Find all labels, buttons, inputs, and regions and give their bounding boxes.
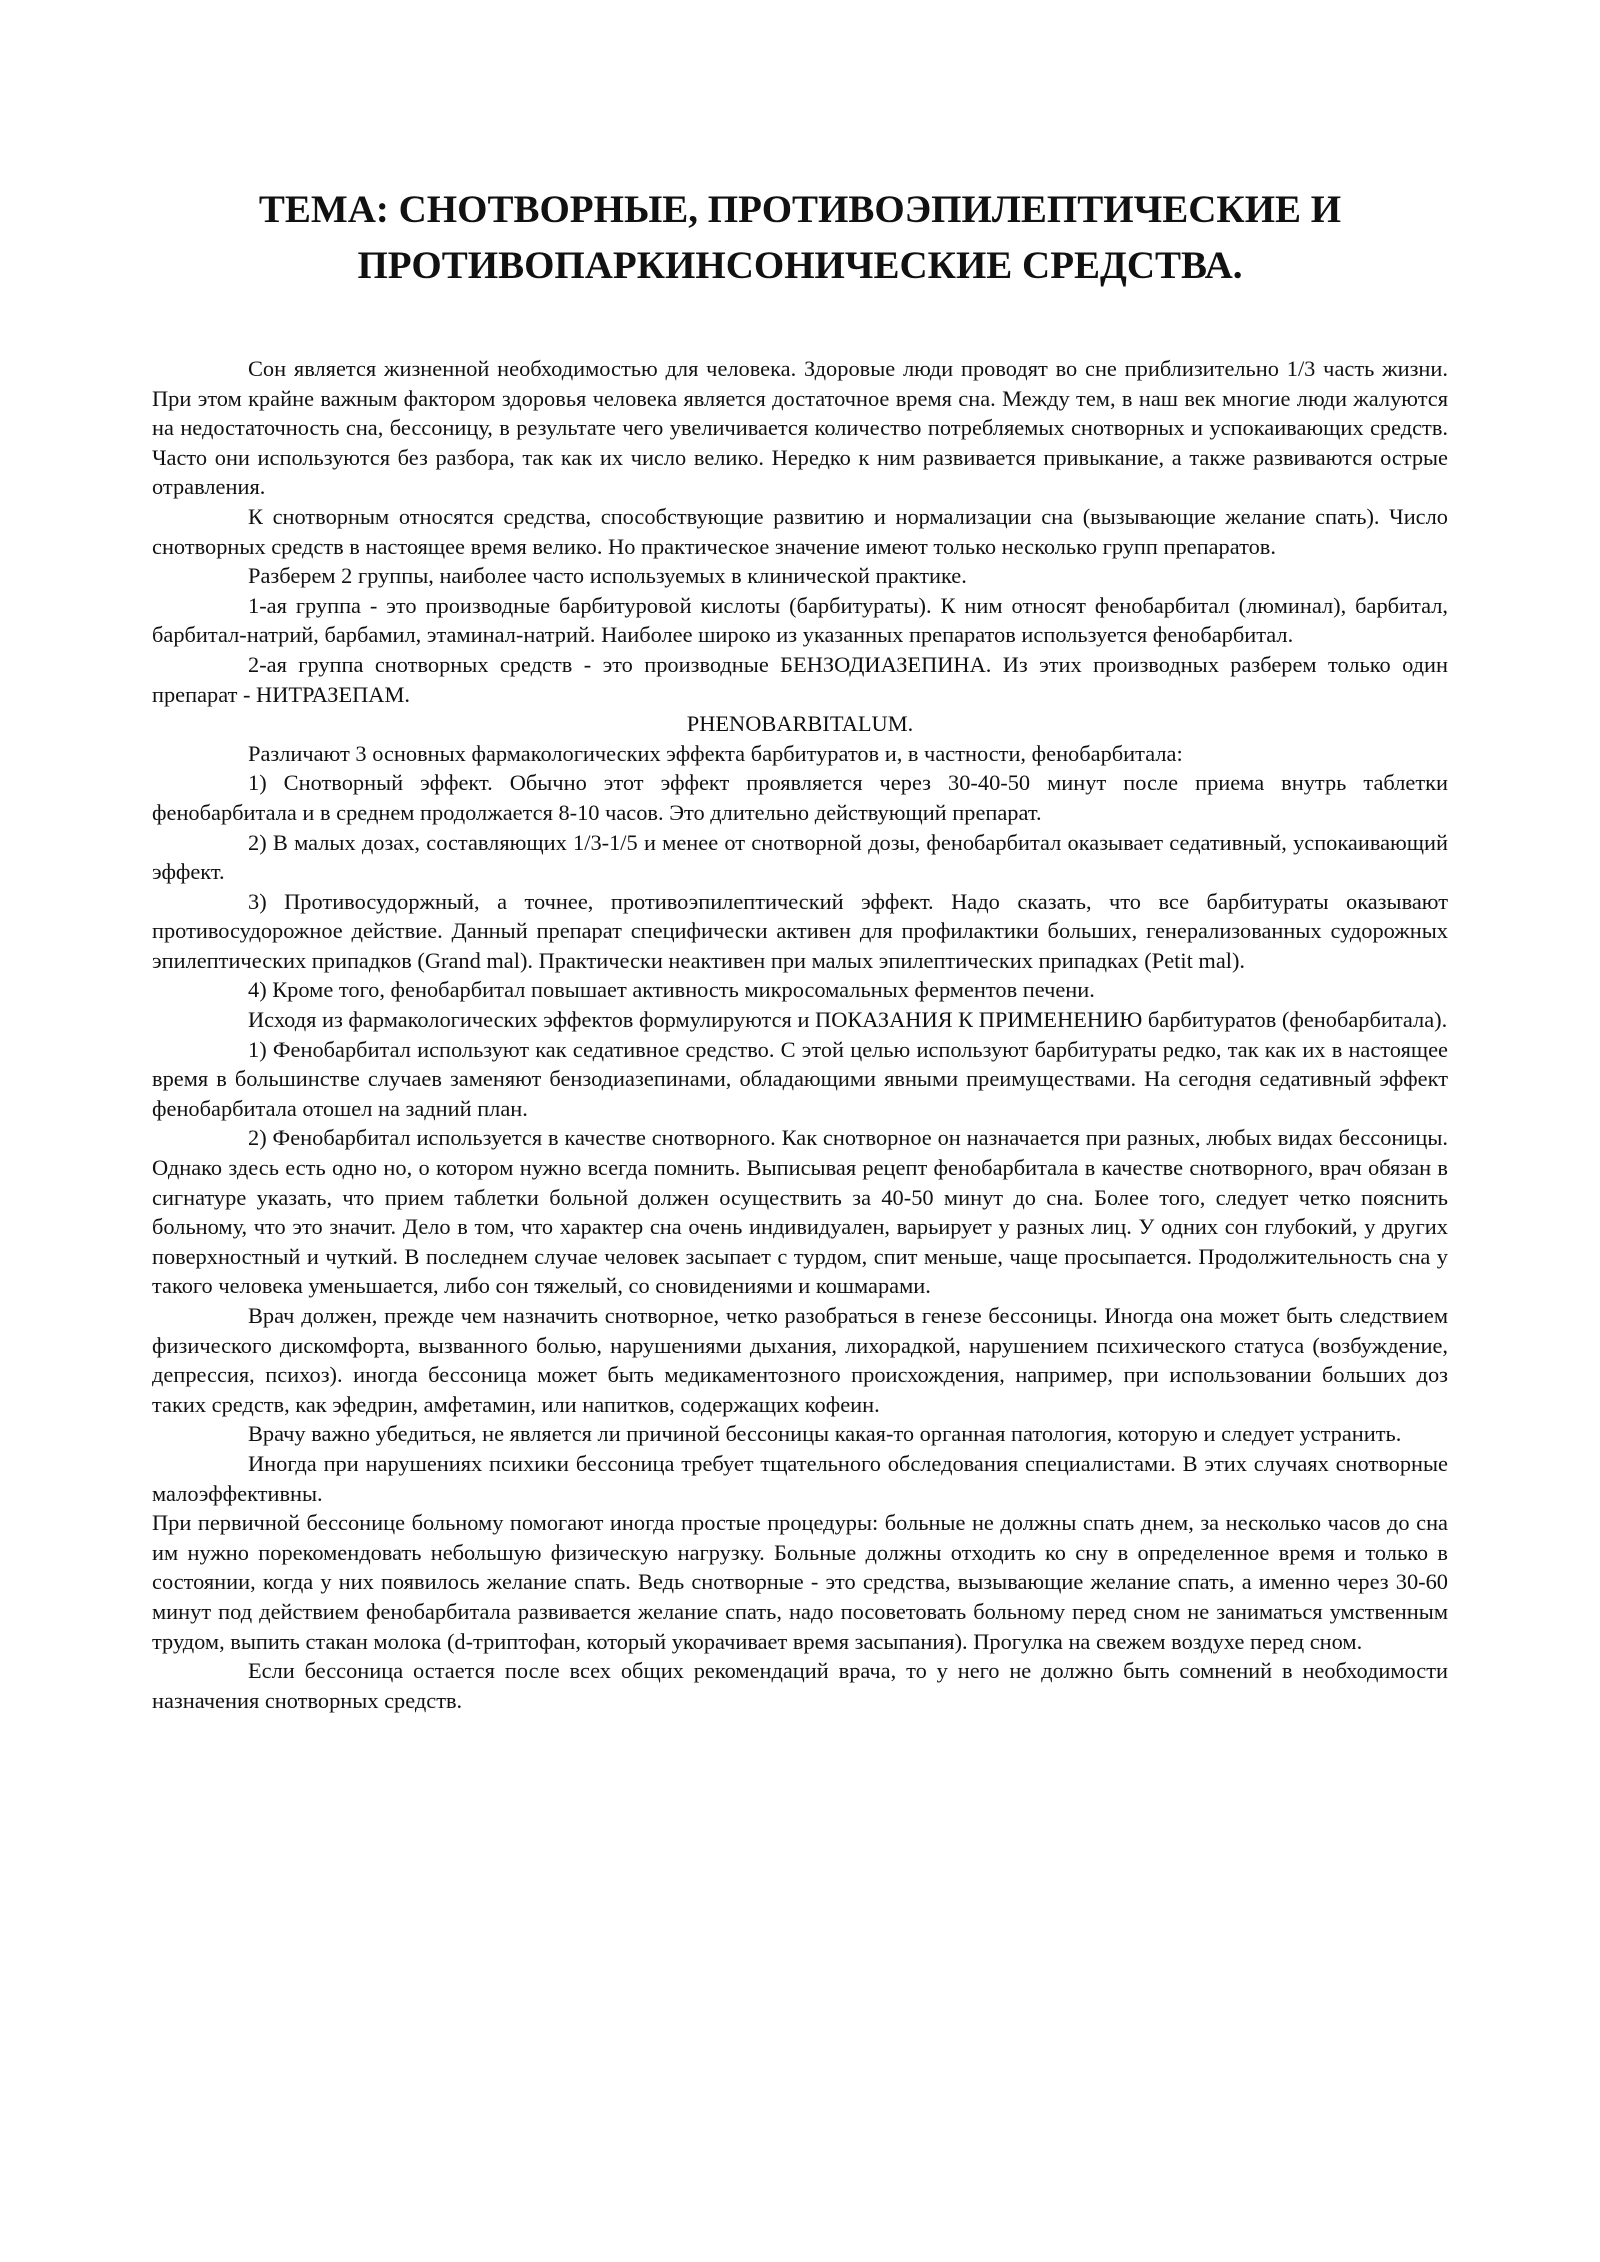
paragraph-effect-3-anticonvulsant: 3) Противосудоржный, а точнее, противоэпилептический эффект. Надо сказать, что все барбитураты оказывают противосудорожное действие. Данный препарат специфически активен для профилактики больших, генерализованных судорожных эпилептических припадков (Grand mal). Практически неактивен при малых эпилептических припадках (Petit mal).: [152, 888, 1448, 973]
paragraph-primary-insomnia: При первичной бессонице больному помогают иногда простые процедуры: больные не должны спать днем, за несколько часов до сна им нужно порекомендовать небольшую физическую нагрузку. Больные должны отходить ко сну в определенное время и только в состоянии, когда у них появилось желание спать. Ведь снотворные - это средства, вызывающие желание спать, а именно через 30-60 минут под действием фенобарбитала развивается желание спать, надо посоветовать больному перед сном не заниматься умственным трудом, выпить стакан молока (d-триптофан, который укорачивает время засыпания). Прогулка на свежем воздухе перед сном.: [152, 1510, 1448, 1654]
document-body: [152, 354, 1448, 1715]
paragraph-insomnia-genesis: Врач должен, прежде чем назначить снотворное, четко разобраться в генезе бессоницы. Иногда она может быть следствием физического дискомфорта, вызванного болью, нарушениями дыхания, лихорадкой, нарушением психического статуса (возбуждение, депрессия, психоз). иногда бессоница может быть медикаментозного происхождения, например, при использовании больших доз таких средств, как эфедрин, амфетамин, или напитков, содержащих кофеин.: [152, 1303, 1448, 1417]
paragraph-group-1-barbiturates: 1-ая группа - это производные барбитуровой кислоты (барбитураты). К ним относят фенобарбитал (люминал), барбитал, барбитал-натрий, барбамил, этаминал-натрий. Наиболее широко из указанных препаратов используется фенобарбитал.: [152, 592, 1448, 648]
paragraph-organ-pathology: Врачу важно убедиться, не является ли причиной бессоницы какая-то органная патология, которую и следует устранить.: [248, 1421, 1402, 1447]
document-title-line-1: ТЕМА: СНОТВОРНЫЕ, ПРОТИВОЭПИЛЕПТИЧЕСКИЕ И: [258, 188, 1342, 231]
paragraph-indication-2-hypnotic: 2) Фенобарбитал используется в качестве снотворного. Как снотворное он назначается при разных, любых видах бессоницы. Однако здесь есть одно но, о котором нужно всегда помнить. Выписывая рецепт фенобарбитала в качестве снотворного, врач обязан в сигнатуре указать, что прием таблетки больной должен осуществить за 40-50 минут до сна. Более того, следует четко пояснить больному, что это значит. Дело в том, что характер сна очень индивидуален, варьирует у разных лиц. У одних сон глубокий, у других поверхностный и чуткий. В последнем случае человек засыпает с турдом, спит меньше, чаще просыпается. Продолжительность сна у такого человека уменьшается, либо сон тяжелый, со сновидениями и кошмарами.: [152, 1125, 1448, 1299]
paragraph-two-groups: Разберем 2 группы, наиболее часто используемых в клинической практике.: [248, 563, 967, 589]
paragraph-conclusion: Если бессоница остается после всех общих рекомендаций врача, то у него не должно быть сомнений в необходимости назначения снотворных средств.: [152, 1658, 1448, 1713]
document-title: [152, 182, 1448, 294]
paragraph-three-effects: Различают 3 основных фармакологических эффекта барбитуратов и, в частности, фенобарбитала:: [248, 740, 1183, 766]
paragraph-indication-1-sedative: 1) Фенобарбитал используют как седативное средство. С этой целью используют барбитураты редко, так как их в настоящее время в большинстве случаев заменяют бензодиазепинами, обладающими явными преимуществами. На сегодня седативный эффект фенобарбитала отошел на задний план.: [152, 1036, 1448, 1121]
paragraph-sleep-intro: Сон является жизненной необходимостью для человека. Здоровые люди проводят во сне приблизительно 1/3 часть жизни. При этом крайне важным фактором здоровья человека является достаточное время сна. Между тем, в наш век многие люди жалуются на недостаточность сна, бессоницу, в результате чего увеличивается количество потребляемых снотворных и успокаивающих средств. Часто они используются без разбора, так как их число велико. Нередко к ним развивается привыкание, а также развиваются острые отравления.: [152, 356, 1448, 500]
paragraph-indications-intro: Исходя из фармакологических эффектов формулируются и ПОКАЗАНИЯ К ПРИМЕНЕНИЮ барбитуратов (фенобарбитала).: [248, 1007, 1448, 1033]
paragraph-effect-2-sedative: 2) В малых дозах, составляющих 1/3-1/5 и менее от снотворной дозы, фенобарбитал оказывает седативный, успокаивающий эффект.: [152, 829, 1448, 885]
section-heading-phenobarbitalum: PHENOBARBITALUM.: [686, 711, 914, 737]
paragraph-group-2-benzodiazepines: 2-ая группа снотворных средств - это производные БЕНЗОДИАЗЕПИНА. Из этих производных разберем только один препарат - НИТРАЗЕПАМ.: [152, 651, 1448, 707]
document-title-line-2: ПРОТИВОПАРКИНСОНИЧЕСКИЕ СРЕДСТВА.: [357, 244, 1243, 287]
paragraph-effect-1-hypnotic: 1) Снотворный эффект. Обычно этот эффект проявляется через 30-40-50 минут после приема внутрь таблетки фенобарбитала и в среднем продолжается 8-10 часов. Это длительно действующий препарат.: [152, 770, 1448, 825]
paragraph-effect-4-enzymes: 4) Кроме того, фенобарбитал повышает активность микросомальных ферментов печени.: [248, 977, 1095, 1003]
paragraph-hypnotics-definition: К снотворным относятся средства, способствующие развитию и нормализации сна (вызывающие желание спать). Число снотворных средств в настоящее время велико. Но практическое значение имеют только несколько групп препаратов.: [152, 503, 1448, 559]
document-page: [152, 182, 1448, 1715]
paragraph-psychiatric-insomnia: Иногда при нарушениях психики бессоница требует тщательного обследования специалистами. В этих случаях снотворные малоэффективны.: [152, 1450, 1448, 1506]
